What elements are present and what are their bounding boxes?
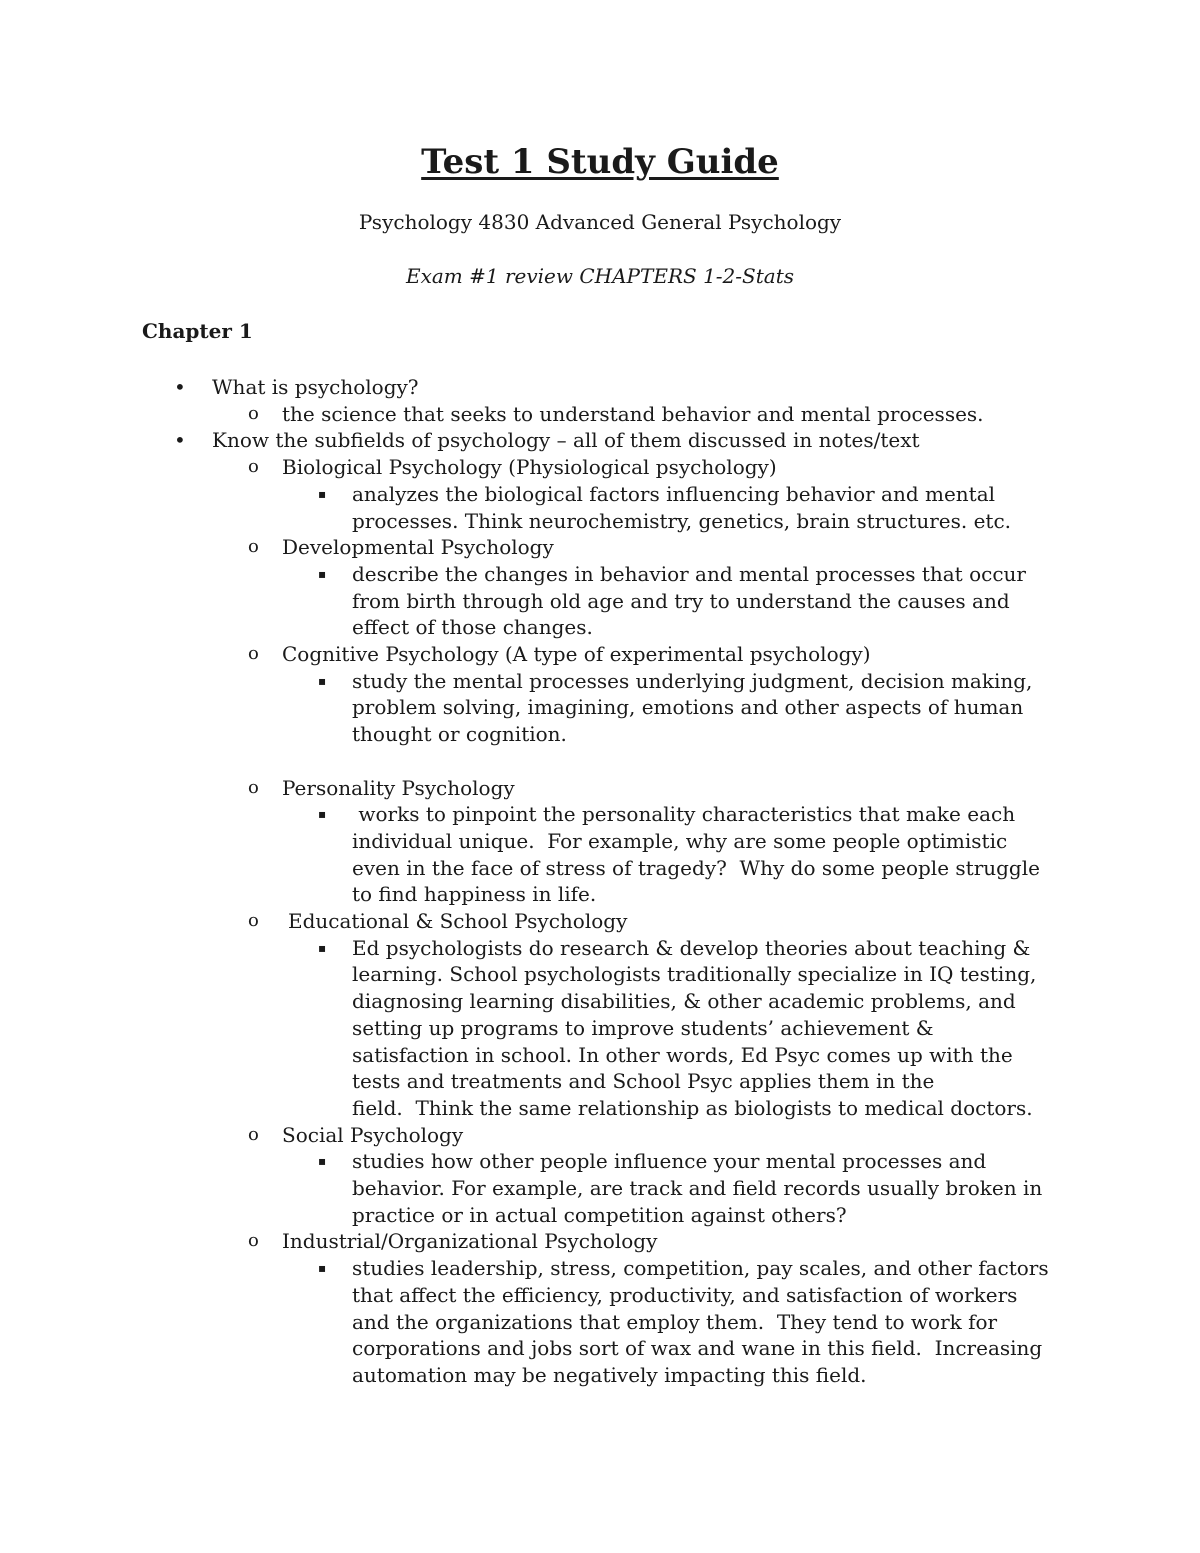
document-title: Test 1 Study Guide bbox=[421, 142, 779, 182]
square-bullet-icon: ▪ bbox=[318, 940, 327, 955]
list-item-continuation: individual unique. For example, why are some people optimistic bbox=[352, 828, 1008, 853]
list-item-continuation: effect of those changes. bbox=[352, 615, 593, 640]
list-item-continuation: setting up programs to improve students’ achievement & bbox=[352, 1015, 934, 1040]
list-item: ▪ studies leadership, stress, competition, pay scales, and other factors bbox=[318, 1256, 1049, 1281]
square-bullet-icon: ▪ bbox=[318, 1261, 327, 1276]
circle-bullet-icon: o bbox=[248, 776, 259, 798]
circle-bullet-icon: o bbox=[248, 1230, 259, 1252]
list-item-continuation: from birth through old age and try to understand the causes and bbox=[352, 588, 1010, 613]
list-item-continuation: satisfaction in school. In other words, Ed Psyc comes up with the bbox=[352, 1042, 1013, 1067]
subfield-social: o Social Psychology bbox=[248, 1122, 464, 1147]
bullet-icon: • bbox=[174, 375, 186, 399]
circle-bullet-icon: o bbox=[248, 1123, 259, 1145]
circle-bullet-icon: o bbox=[248, 910, 259, 932]
list-item-continuation: automation may be negatively impacting this field. bbox=[352, 1363, 867, 1387]
circle-bullet-icon: o bbox=[248, 536, 259, 558]
list-item-continuation: that affect the efficiency, productivity, and satisfaction of workers bbox=[352, 1282, 1018, 1307]
square-bullet-icon: ▪ bbox=[318, 807, 327, 822]
circle-bullet-icon: o bbox=[248, 402, 259, 424]
square-bullet-icon: ▪ bbox=[318, 486, 327, 501]
subfield-industrial-organizational: o Industrial/Organizational Psychology bbox=[248, 1229, 658, 1254]
bullet-icon: • bbox=[174, 428, 186, 453]
list-item-continuation: tests and treatments and School Psyc applies them in the bbox=[352, 1069, 935, 1094]
exam-description: Exam #1 review CHAPTERS 1-2-Stats bbox=[406, 264, 794, 288]
list-item-continuation: even in the face of stress of tragedy? Why do some people struggle bbox=[352, 855, 1040, 880]
list-item-continuation: diagnosing learning disabilities, & other academic problems, and bbox=[352, 989, 1016, 1014]
list-item-continuation: thought or cognition. bbox=[352, 722, 567, 747]
subfield-developmental: o Developmental Psychology bbox=[248, 535, 554, 560]
blank-line bbox=[0, 748, 1200, 775]
circle-bullet-icon: o bbox=[248, 456, 259, 478]
list-item-continuation: and the organizations that employ them. They tend to work for bbox=[352, 1309, 998, 1334]
list-item-continuation: practice or in actual competition against others? bbox=[352, 1202, 847, 1227]
list-item-continuation: processes. Think neurochemistry, genetics, brain structures. etc. bbox=[352, 508, 1012, 533]
subfield-personality: o Personality Psychology bbox=[248, 775, 515, 800]
list-item-continuation: corporations and jobs sort of wax and wane in this field. Increasing bbox=[352, 1336, 1043, 1361]
list-item: ▪ analyzes the biological factors influencing behavior and mental bbox=[318, 481, 996, 506]
square-bullet-icon: ▪ bbox=[318, 1154, 327, 1169]
list-item-continuation: problem solving, imagining, emotions and other aspects of human bbox=[352, 695, 1024, 720]
chapter-heading: Chapter 1 bbox=[142, 319, 253, 343]
list-item: ▪ describe the changes in behavior and mental processes that occur bbox=[318, 561, 1026, 586]
list-item-continuation: learning. School psychologists traditionally specialize in IQ testing, bbox=[352, 962, 1037, 987]
list-item: ▪ studies how other people influence your mental processes and bbox=[318, 1149, 987, 1174]
study-guide-list bbox=[0, 374, 1200, 1389]
subfield-biological: o Biological Psychology (Physiological psychology) bbox=[248, 455, 777, 480]
list-item: ▪ study the mental processes underlying judgment, decision making, bbox=[318, 668, 1033, 693]
list-item: • What is psychology? bbox=[174, 375, 419, 399]
list-item: • Know the subfields of psychology – all of them discussed in notes/text bbox=[174, 428, 920, 453]
subfield-educational: o Educational & School Psychology bbox=[248, 909, 628, 934]
list-item-continuation: to find happiness in life. bbox=[352, 882, 597, 907]
list-item-continuation: behavior. For example, are track and field records usually broken in bbox=[352, 1176, 1043, 1201]
list-item: o the science that seeks to understand behavior and mental processes. bbox=[248, 401, 984, 426]
list-item: ▪ works to pinpoint the personality characteristics that make each bbox=[318, 802, 1016, 827]
square-bullet-icon: ▪ bbox=[318, 566, 327, 581]
square-bullet-icon: ▪ bbox=[318, 673, 327, 688]
list-item: ▪ Ed psychologists do research & develop theories about teaching & bbox=[318, 935, 1031, 960]
list-item-continuation: field. Think the same relationship as biologists to medical doctors. bbox=[352, 1095, 1033, 1120]
subfield-cognitive: o Cognitive Psychology (A type of experimental psychology) bbox=[248, 642, 871, 667]
course-name: Psychology 4830 Advanced General Psychology bbox=[358, 210, 842, 234]
circle-bullet-icon: o bbox=[248, 643, 259, 665]
